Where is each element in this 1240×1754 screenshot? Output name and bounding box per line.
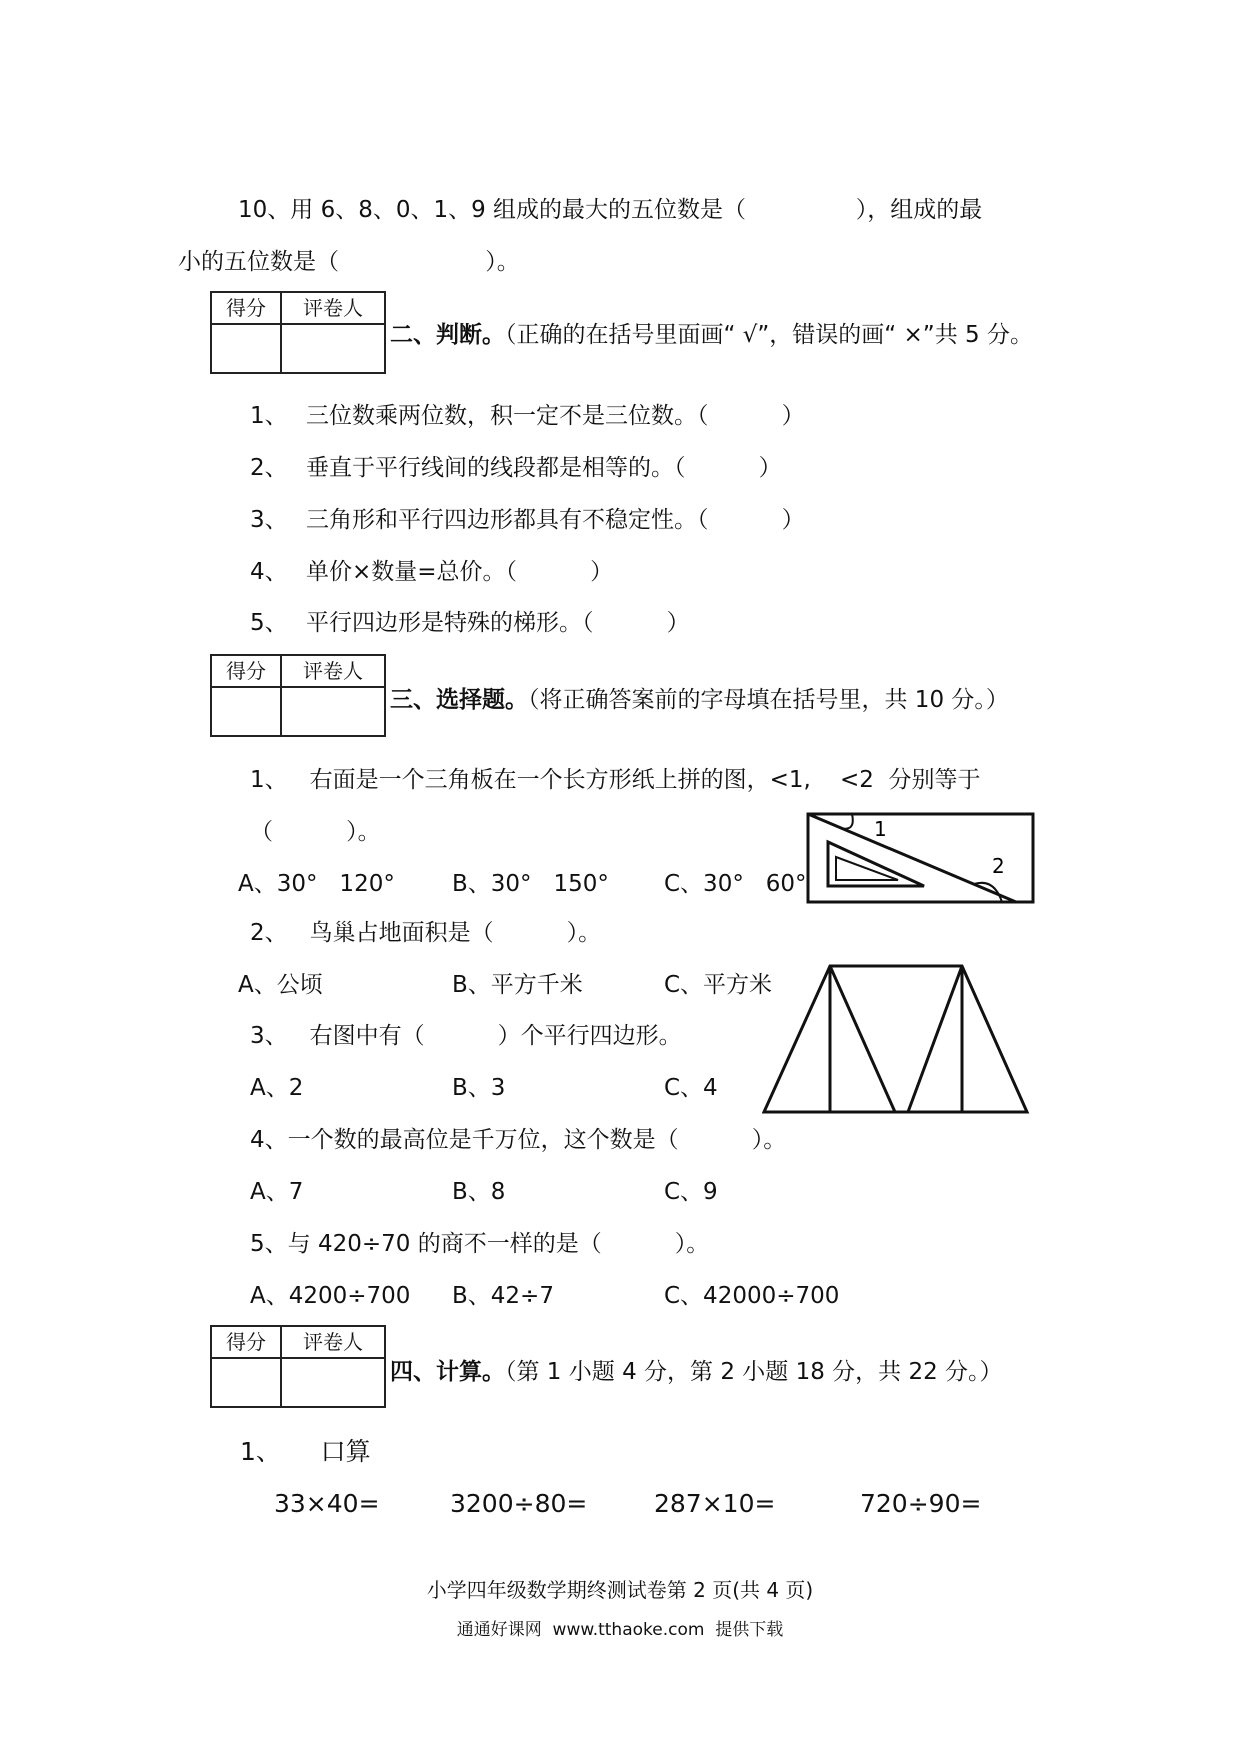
choice-option: B、30° 150° (452, 871, 609, 897)
judge-text: 垂直于平行线间的线段都是相等的。（ ） (306, 455, 782, 481)
choice-q2: 2、 鸟巢占地面积是（ ）。 (250, 920, 602, 946)
parallelogram-figure (762, 962, 1032, 1117)
choice-option: C、9 (664, 1179, 718, 1205)
section4-header (390, 1357, 1003, 1387)
choice-option: B、3 (452, 1075, 506, 1101)
choice-q1-line1: 1、 右面是一个三角板在一个长方形纸上拼的图，<1, <2 分别等于 (250, 767, 981, 793)
choice-option: A、7 (250, 1179, 304, 1205)
mental-math-item: 287×10= (654, 1489, 776, 1518)
judge-num: 4、 (250, 559, 288, 585)
choice-option: C、30° 60° (664, 871, 807, 897)
judge-text: 三位数乘两位数，积一定不是三位数。（ ） (306, 403, 805, 429)
choice-q4: 4、一个数的最高位是千万位，这个数是（ ）。 (250, 1127, 787, 1153)
score-label: 得分 (226, 659, 266, 683)
score-label: 得分 (226, 1330, 266, 1354)
section2-instruction: （正确的在括号里面画“ √”，错误的画“ ×”共 5 分。 (505, 322, 1033, 348)
choice-option: A、2 (250, 1075, 304, 1101)
section4-instruction: （第 1 小题 4 分，第 2 小题 18 分，共 22 分。） (505, 1359, 1003, 1385)
page-footer: 小学四年级数学期终测试卷第 2 页(共 4 页) (426, 1578, 814, 1602)
score-box (210, 654, 386, 737)
choice-q3: 3、 右图中有（ ）个平行四边形。 (250, 1023, 682, 1049)
score-label: 得分 (226, 296, 266, 320)
judge-text: 单价×数量=总价。（ ） (306, 559, 614, 585)
mental-math-title: 1、 口算 (240, 1437, 371, 1466)
angle-2-label: 2 (992, 854, 1005, 878)
judge-text: 平行四边形是特殊的梯形。（ ） (306, 610, 690, 636)
choice-option: B、8 (452, 1179, 506, 1205)
section3-instruction: （将正确答案前的字母填在括号里，共 10 分。） (528, 687, 1009, 713)
section3-header (390, 685, 1009, 715)
q10-line1: 10、用 6、8、0、1、9 组成的最大的五位数是（ ），组成的最 (238, 197, 983, 223)
grader-label: 评卷人 (303, 659, 363, 683)
score-box (210, 1325, 386, 1408)
choice-option: A、4200÷700 (250, 1283, 411, 1309)
choice-option: C、平方米 (664, 972, 773, 998)
choice-option: B、42÷7 (452, 1283, 554, 1309)
section4-heading: 四、计算。 (390, 1359, 505, 1385)
mental-math-item: 3200÷80= (450, 1489, 588, 1518)
choice-option: C、42000÷700 (664, 1283, 840, 1309)
judge-text: 三角形和平行四边形都具有不稳定性。（ ） (306, 507, 805, 533)
score-box (210, 291, 386, 374)
judge-num: 2、 (250, 455, 288, 481)
choice-option: A、30° 120° (238, 871, 395, 897)
grader-label: 评卷人 (303, 296, 363, 320)
section2-heading: 二、判断。 (390, 322, 505, 348)
judge-num: 5、 (250, 610, 288, 636)
choice-q1-line2: （ ）。 (250, 819, 381, 845)
choice-option: B、平方千米 (452, 972, 583, 998)
grader-label: 评卷人 (303, 1330, 363, 1354)
mental-math-item: 720÷90= (860, 1489, 982, 1518)
section3-heading: 三、选择题。 (390, 687, 528, 713)
mental-math-item: 33×40= (274, 1489, 380, 1518)
choice-q5: 5、与 420÷70 的商不一样的是（ ）。 (250, 1231, 710, 1257)
q10-line2: 小的五位数是（ ）。 (178, 249, 520, 275)
judge-num: 3、 (250, 507, 288, 533)
angle-1-label: 1 (874, 817, 887, 841)
section2-header (390, 320, 1033, 350)
site-footer: 通通好课网 www.tthaoke.com 提供下载 (456, 1620, 784, 1640)
choice-option: A、公顷 (238, 972, 323, 998)
choice-option: C、4 (664, 1075, 718, 1101)
judge-num: 1、 (250, 403, 288, 429)
triangle-ruler-figure (806, 812, 1036, 906)
